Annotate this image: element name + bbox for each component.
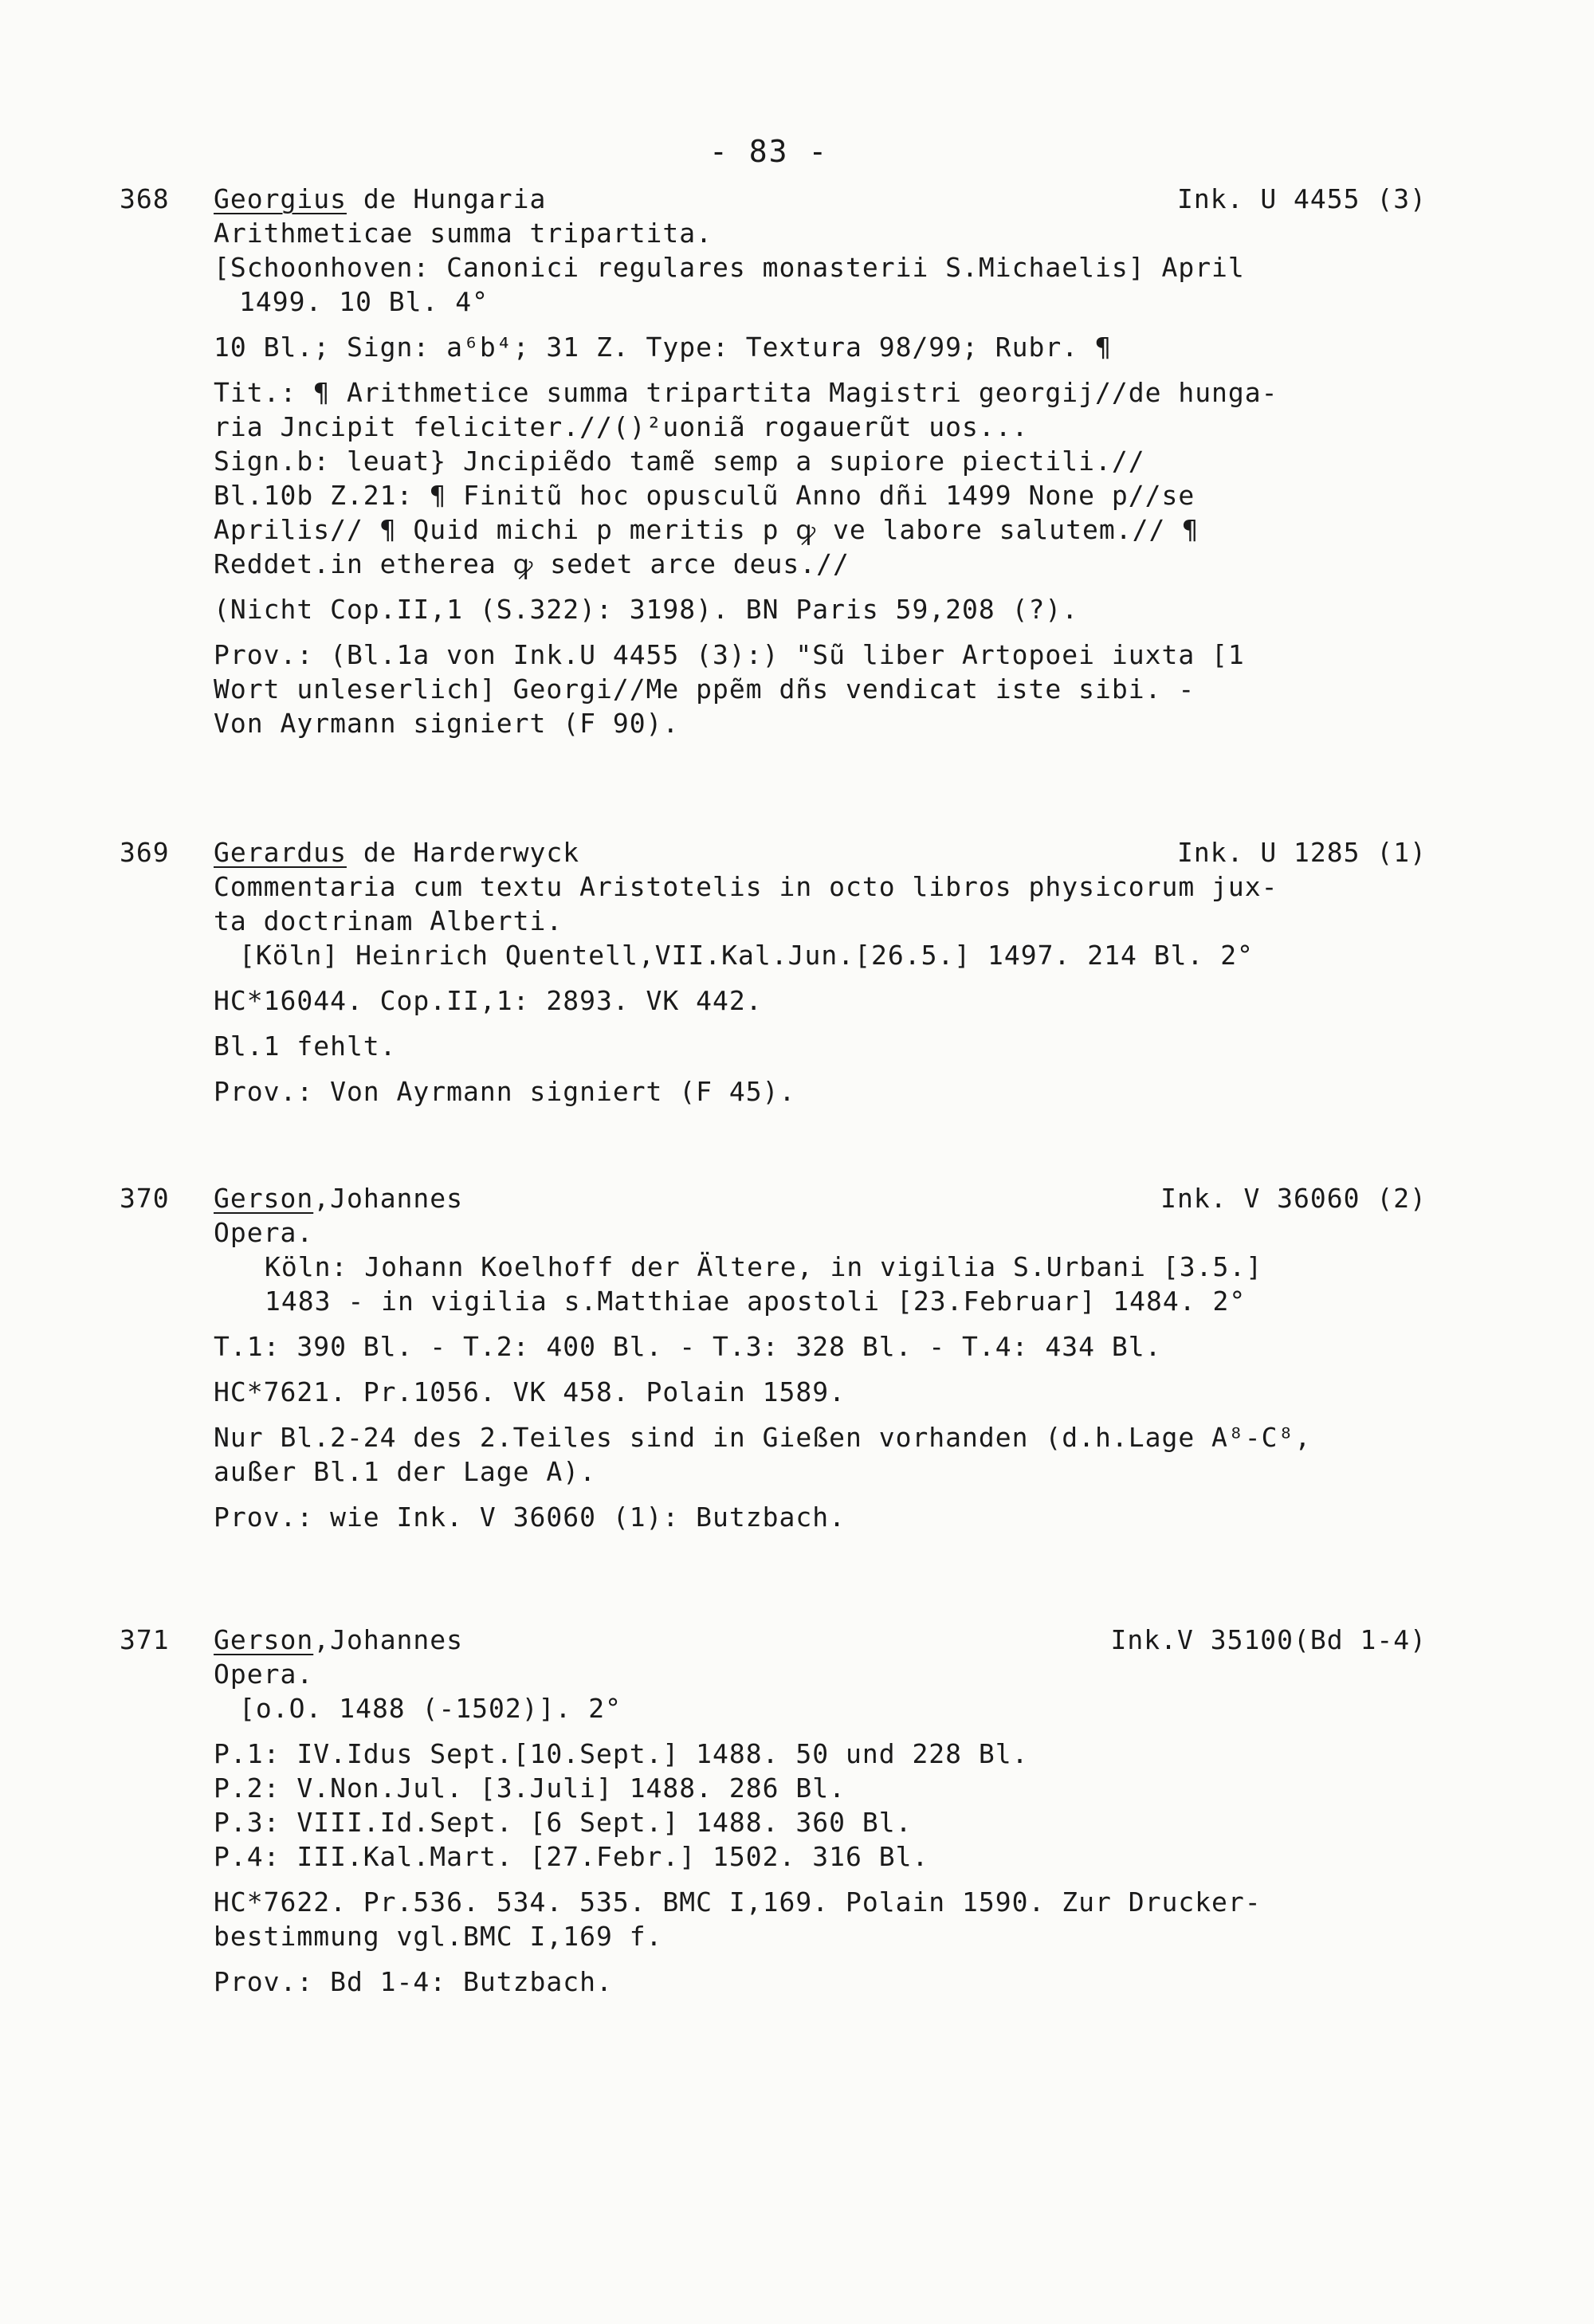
entry-line: ta doctrinam Alberti.: [214, 905, 563, 936]
entry-line: HC*7622. Pr.536. 534. 535. BMC I,169. Polain 1590. Zur Drucker-: [214, 1886, 1262, 1918]
entry-line: bestimmung vgl.BMC I,169 f.: [214, 1921, 663, 1952]
entry-line: außer Bl.1 der Lage A).: [214, 1456, 596, 1487]
entry-line: [o.O. 1488 (-1502)]. 2°: [239, 1693, 622, 1724]
entry-line: 1499. 10 Bl. 4°: [239, 286, 489, 317]
entry-line: Nur Bl.2-24 des 2.Teiles sind in Gießen vorhanden (d.h.Lage A⁸-C⁸,: [214, 1422, 1312, 1453]
shelf-mark: Ink. U 1285 (1): [1176, 837, 1427, 868]
entry-line: P.3: VIII.Id.Sept. [6 Sept.] 1488. 360 Bl.: [214, 1807, 913, 1838]
entry-line: Commentaria cum textu Aristotelis in octo libros physicorum jux-: [214, 871, 1278, 902]
entry-line: Opera.: [214, 1659, 314, 1690]
entry-line: Köln: Johann Koelhoff der Ältere, in vigilia S.Urbani [3.5.]: [265, 1251, 1263, 1282]
entry-line: HC*7621. Pr.1056. VK 458. Polain 1589.: [214, 1376, 846, 1407]
entry-line: P.1: IV.Idus Sept.[10.Sept.] 1488. 50 und 228 Bl.: [214, 1738, 1029, 1769]
entry-heading: [214, 1181, 463, 1215]
entry-number: 368: [120, 183, 170, 214]
author-name: Gerson: [214, 1183, 314, 1214]
shelf-mark: Ink.V 35100(Bd 1-4): [1110, 1624, 1427, 1655]
entry-heading: [214, 835, 579, 870]
entry-line: Bl.1 fehlt.: [214, 1030, 397, 1062]
author-name: Gerson: [214, 1624, 314, 1655]
entry-line: Opera.: [214, 1217, 314, 1248]
entry-line: [Köln] Heinrich Quentell,VII.Kal.Jun.[26.5.] 1497. 214 Bl. 2°: [239, 940, 1254, 971]
entry-number: 369: [120, 837, 170, 868]
entry-line: T.1: 390 Bl. - T.2: 400 Bl. - T.3: 328 Bl. - T.4: 434 Bl.: [214, 1331, 1162, 1362]
entry-header: [120, 1181, 1427, 1215]
provenance-line: Prov.: Bd 1-4: Butzbach.: [214, 1966, 613, 1997]
catalog-entry-369: [120, 835, 1427, 1109]
entry-heading: [214, 1623, 463, 1657]
provenance-line: Wort unleserlich] Georgi//Me ppẽm dñs vendicat iste sibi. -: [214, 673, 1196, 705]
entry-number: 370: [120, 1183, 170, 1214]
entry-line: Reddet.in etherea ꝙ sedet arce deus.//: [214, 548, 850, 579]
entry-line: Sign.b: leuat} Jncipiẽdo tamẽ semp a supiore piectili.//: [214, 446, 1145, 477]
provenance-line: Von Ayrmann signiert (F 90).: [214, 708, 680, 739]
catalog-entry-370: [120, 1181, 1427, 1534]
entry-line: P.2: V.Non.Jul. [3.Juli] 1488. 286 Bl.: [214, 1772, 846, 1804]
entry-header: [120, 1623, 1427, 1657]
author-name-rest: ,Johannes: [313, 1183, 464, 1214]
author-name-rest: de Harderwyck: [346, 837, 580, 868]
provenance-line: Prov.: wie Ink. V 36060 (1): Butzbach.: [214, 1502, 846, 1533]
entry-heading: [214, 182, 546, 216]
author-name-rest: ,Johannes: [313, 1624, 464, 1655]
entry-line: Aprilis// ¶ Quid michi p meritis p ꝙ ve labore salutem.// ¶: [214, 514, 1199, 545]
entry-line: Tit.: ¶ Arithmetice summa tripartita Magistri georgij//de hunga-: [214, 377, 1278, 408]
shelf-mark: Ink. V 36060 (2): [1160, 1183, 1427, 1214]
catalog-entry-368: [120, 182, 1427, 740]
page-number: - 83 -: [709, 134, 829, 169]
entry-line: (Nicht Cop.II,1 (S.322): 3198). BN Paris 59,208 (?).: [214, 594, 1079, 625]
entry-line: Bl.10b Z.21: ¶ Finitũ hoc opusculũ Anno dñi 1499 None p//se: [214, 480, 1196, 511]
entry-line: 10 Bl.; Sign: a⁶b⁴; 31 Z. Type: Textura 98/99; Rubr. ¶: [214, 332, 1112, 363]
provenance-line: Prov.: (Bl.1a von Ink.U 4455 (3):) "Sũ liber Artopoei iuxta [1: [214, 639, 1245, 670]
provenance-line: Prov.: Von Ayrmann signiert (F 45).: [214, 1076, 796, 1107]
entry-number: 371: [120, 1624, 170, 1655]
entry-header: [120, 182, 1427, 216]
catalog-entry-371: [120, 1623, 1427, 1999]
entry-line: HC*16044. Cop.II,1: 2893. VK 442.: [214, 985, 763, 1016]
shelf-mark: Ink. U 4455 (3): [1176, 183, 1427, 214]
entry-line: 1483 - in vigilia s.Matthiae apostoli [23.Februar] 1484. 2°: [265, 1286, 1247, 1317]
entry-line: P.4: III.Kal.Mart. [27.Febr.] 1502. 316 Bl.: [214, 1841, 929, 1872]
entry-line: [Schoonhoven: Canonici regulares monasterii S.Michaelis] April: [214, 252, 1245, 283]
author-name-rest: de Hungaria: [346, 183, 547, 214]
entry-header: [120, 835, 1427, 870]
entry-line: Arithmeticae summa tripartita.: [214, 218, 713, 249]
entry-line: ria Jncipit feliciter.//()²uoniã rogauerũt uos...: [214, 411, 1029, 442]
author-name: Gerardus: [214, 837, 347, 868]
author-name: Georgius: [214, 183, 347, 214]
